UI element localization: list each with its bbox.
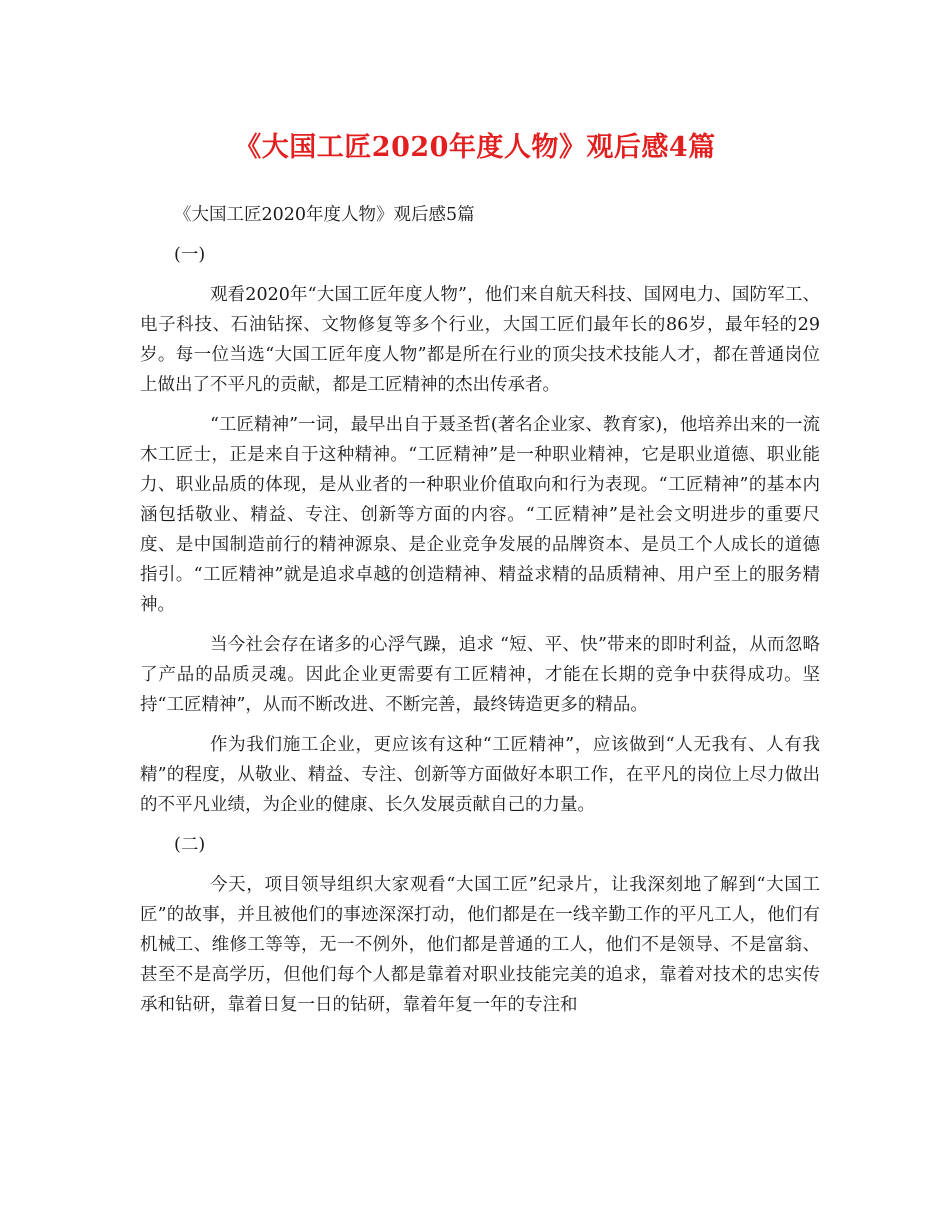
paragraph: 当今社会存在诸多的心浮气躁，追求 “短、平、快”带来的即时利益，从而忽略了产品的品质灵魂。因此企业更需要有工匠精神，才能在长期的竞争中获得成功。坚持“工匠精神”，从而不断改进、不断完善，最终铸造更多的精品。: [140, 635, 820, 715]
paragraph: “工匠精神”一词，最早出自于聂圣哲(著名企业家、教育家)，他培养出来的一流木工匠士，正是来自于这种精神。“工匠精神”是一种职业精神，它是职业道德、职业能力、职业品质的体现，是从业者的一种职业价值取向和行为表现。“工匠精神”的基本内涵包括敬业、精益、专注、创新等方面的内容。“工匠精神”是社会文明进步的重要尺度、是中国制造前行的精神源泉、是企业竞争发展的品牌资本、是员工个人成长的道德指引。“工匠精神”就是追求卓越的创造精神、精益求精的品质精神、用户至上的服务精神。: [140, 415, 820, 615]
section-label-2: (二): [174, 835, 206, 855]
document-body: [140, 200, 820, 1030]
document-subtitle: 《大国工匠2020年度人物》观后感5篇: [174, 205, 475, 225]
section-label-1: (一): [174, 245, 206, 265]
document-title: 《大国工匠2020年度人物》观后感4篇: [234, 132, 716, 163]
paragraph: 作为我们施工企业，更应该有这种“工匠精神”，应该做到“人无我有、人有我精”的程度，从敬业、精益、专注、创新等方面做好本职工作，在平凡的岗位上尽力做出的不平凡业绩，为企业的健康、长久发展贡献自己的力量。: [140, 735, 820, 815]
paragraph: 今天，项目领导组织大家观看“大国工匠”纪录片，让我深刻地了解到“大国工匠”的故事，并且被他们的事迹深深打动，他们都是在一线辛勤工作的平凡工人，他们有机械工、维修工等等，无一不例外，他们都是普通的工人，他们不是领导、不是富翁、甚至不是高学历，但他们每个人都是靠着对职业技能完美的追求，靠着对技术的忠实传承和钻研，靠着日复一日的钻研，靠着年复一年的专注和: [140, 875, 820, 1015]
paragraph: 观看2020年“大国工匠年度人物”，他们来自航天科技、国网电力、国防军工、电子科技、石油钻探、文物修复等多个行业，大国工匠们最年长的86岁，最年轻的29岁。每一位当选“大国工匠年度人物”都是所在行业的顶尖技术技能人才，都在普通岗位上做出了不平凡的贡献，都是工匠精神的杰出传承者。: [140, 285, 820, 395]
